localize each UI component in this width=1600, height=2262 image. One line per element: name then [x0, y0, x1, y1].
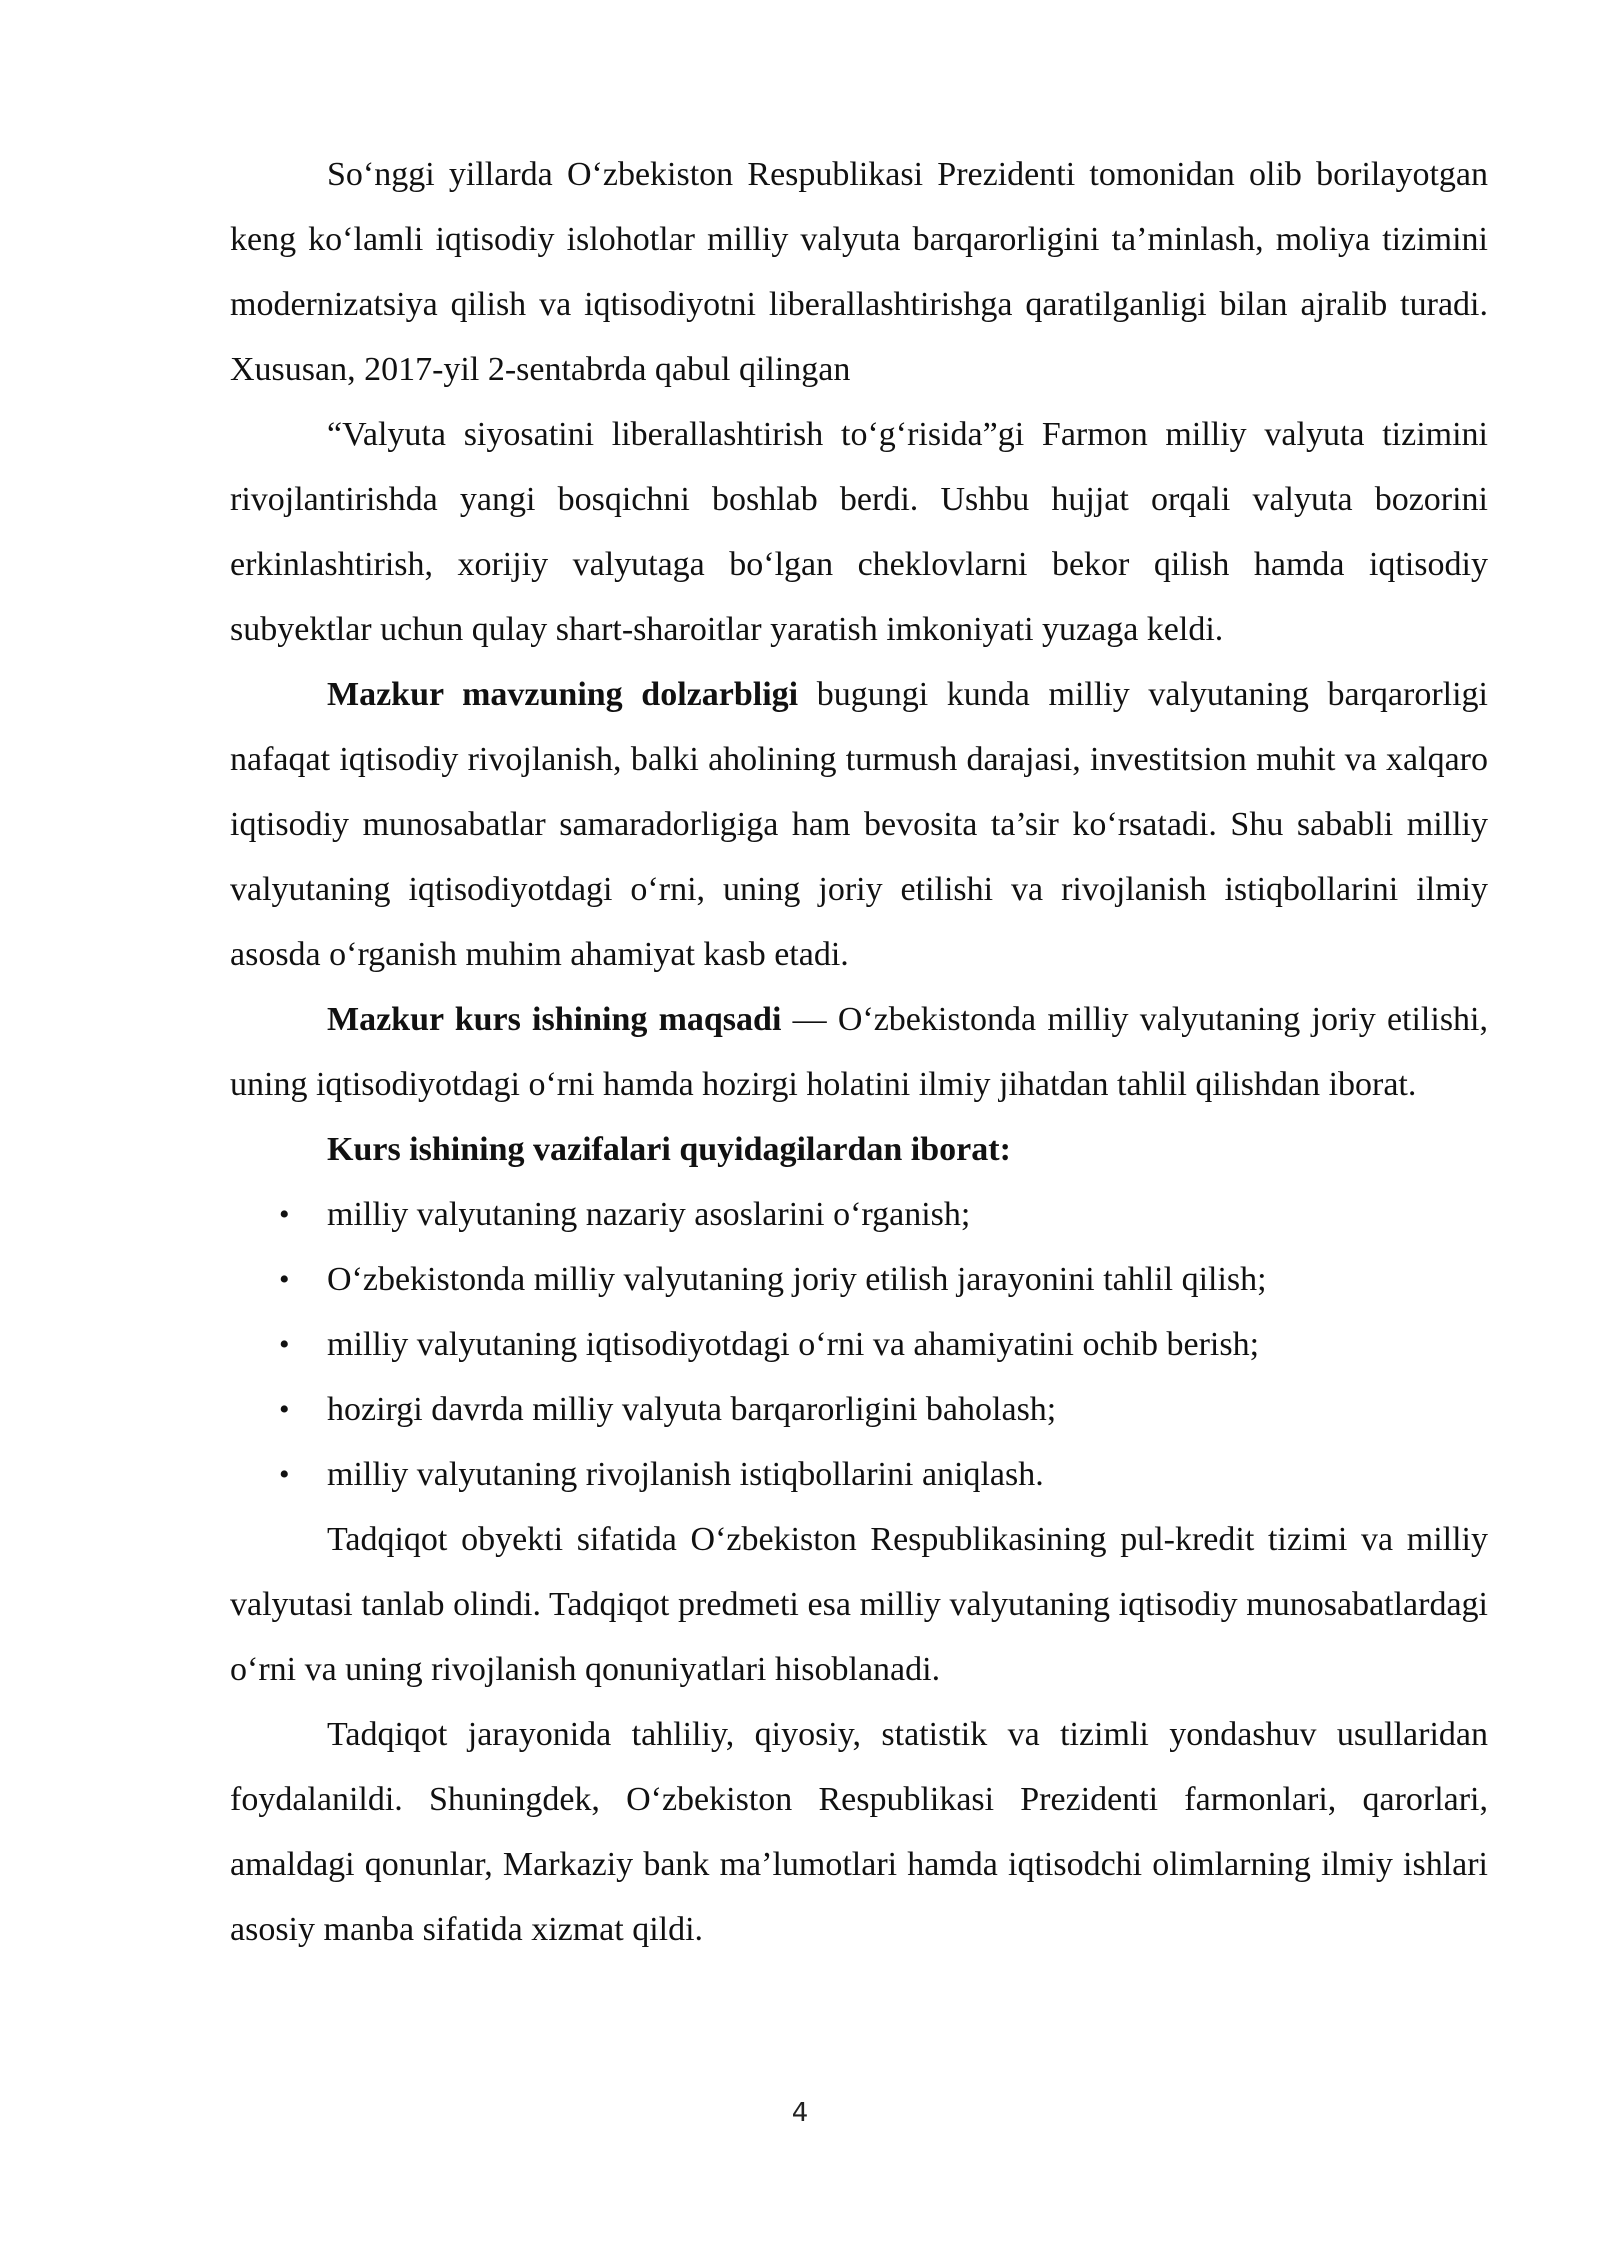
bullet-icon: • [279, 1458, 290, 1491]
goal-text: — O‘zbekistonda milliy valyutaning joriy etilishi, uning iqtisodiyotdagi o‘rni hamda hozirgi holatini ilmiy jihatdan tahlil qilishdan iborat. [230, 1001, 1488, 1103]
list-item-text: O‘zbekistonda milliy valyutaning joriy etilish jarayonini tahlil qilish; [327, 1261, 1267, 1298]
tasks-list [230, 1182, 1488, 1507]
tasks-heading: Kurs ishining vazifalari quyidagilardan iborat: [327, 1131, 1011, 1168]
bullet-icon: • [279, 1393, 290, 1426]
list-item-text: hozirgi davrda milliy valyuta barqarorligini baholash; [327, 1391, 1057, 1428]
list-item-text: milliy valyutaning iqtisodiyotdagi o‘rni va ahamiyatini ochib berish; [327, 1326, 1260, 1363]
goal-heading: Mazkur kurs ishining maqsadi [327, 1001, 782, 1038]
intro-paragraph: So‘nggi yillarda O‘zbekiston Respublikasi Prezidenti tomonidan olib borilayotgan keng ko‘lamli iqtisodiy islohotlar milliy valyuta barqarorligini ta’minlash, moliya tizimini modernizatsiya qilish va iqtisodiyotni liberallashtirishga qaratilganligi bilan ajralib turadi. Xususan, 2017-yil 2-sentabrda qabul qilingan [230, 156, 1488, 388]
list-item [230, 1182, 1488, 1247]
bullet-icon: • [279, 1328, 290, 1361]
goal-paragraph [230, 987, 1488, 1117]
decree-paragraph: “Valyuta siyosatini liberallashtirish to‘g‘risida”gi Farmon milliy valyuta tizimini rivojlantirishda yangi bosqichni boshlab berdi. Ushbu hujjat orqali valyuta bozorini erkinlashtirish, xorijiy valyutaga bo‘lgan cheklovlarni bekor qilish hamda iqtisodiy subyektlar uchun qulay shart-sharoitlar yaratish imkoniyati yuzaga keldi. [230, 416, 1488, 648]
list-item-text: milliy valyutaning rivojlanish istiqbollarini aniqlash. [327, 1456, 1044, 1493]
research-object-paragraph: Tadqiqot obyekti sifatida O‘zbekiston Respublikasining pul-kredit tizimi va milliy valyutasi tanlab olindi. Tadqiqot predmeti esa milliy valyutaning iqtisodiy munosabatlardagi o‘rni va uning rivojlanish qonuniyatlari hisoblanadi. [230, 1521, 1488, 1688]
list-item [230, 1312, 1488, 1377]
list-item [230, 1377, 1488, 1442]
bullet-icon: • [279, 1198, 290, 1231]
page-number: 4 [791, 2098, 809, 2128]
relevance-paragraph [230, 662, 1488, 987]
list-item [230, 1442, 1488, 1507]
list-item-text: milliy valyutaning nazariy asoslarini o‘rganish; [327, 1196, 971, 1233]
relevance-heading: Mazkur mavzuning dolzarbligi [327, 676, 799, 713]
bullet-icon: • [279, 1263, 290, 1296]
list-item [230, 1247, 1488, 1312]
methods-paragraph: Tadqiqot jarayonida tahliliy, qiyosiy, statistik va tizimli yondashuv usullaridan foydalanildi. Shuningdek, O‘zbekiston Respublikasi Prezidenti farmonlari, qarorlari, amaldagi qonunlar, Markaziy bank ma’lumotlari hamda iqtisodchi olimlarning ilmiy ishlari asosiy manba sifatida xizmat qildi. [230, 1716, 1488, 1948]
document-page [230, 142, 1488, 1962]
relevance-text: bugungi kunda milliy valyutaning barqarorligi nafaqat iqtisodiy rivojlanish, balki aholining turmush darajasi, investitsion muhit va xalqaro iqtisodiy munosabatlar samaradorligiga ham bevosita ta’sir ko‘rsatadi. Shu sababli milliy valyutaning iqtisodiyotdagi o‘rni, uning joriy etilishi va rivojlanish istiqbollarini ilmiy asosda o‘rganish muhim ahamiyat kasb etadi. [230, 676, 1488, 973]
